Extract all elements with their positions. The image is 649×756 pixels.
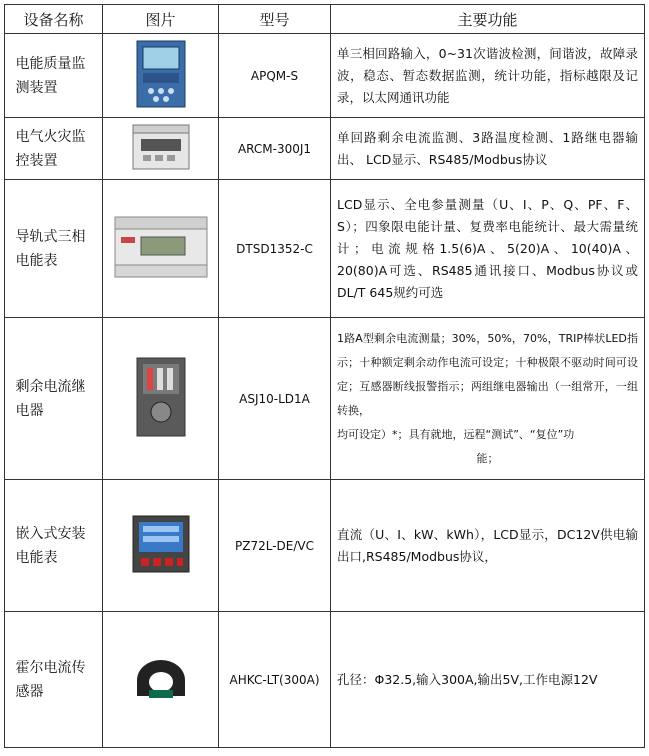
table-row xyxy=(5,612,645,748)
device-model: DTSD1352-C xyxy=(219,180,331,318)
header-name: 设备名称 xyxy=(5,5,103,34)
hall-sensor-icon xyxy=(129,656,193,700)
device-model: ASJ10-LD1A xyxy=(219,318,331,480)
device-name: 嵌入式安装电能表 xyxy=(15,525,86,566)
device-function: 1路A型剩余电流测量；30%，50%，70%，TRIP棒状LED指示；十种额定剩余动作电流可设定；十种极限不驱动时间可设定；互感器断线报警指示；两组继电器输出（一组常开，一组转换， xyxy=(337,331,638,417)
residual-current-relay-icon xyxy=(131,356,191,438)
fire-monitor-icon xyxy=(129,121,193,173)
table-row xyxy=(5,318,645,480)
panel-meter-icon xyxy=(129,512,193,576)
device-function: 单三相回路输入，0~31次谐波检测，间谐波，故障录波，稳态、暂态数据监测，统计功能，指标越限及记录，以太网通讯功能 xyxy=(331,34,645,118)
device-function: 直流（U、I、kW、kWh），LCD显示，DC12V供电输出口,RS485/Modbus协议， xyxy=(331,480,645,612)
device-name: 导轨式三相电能表 xyxy=(15,228,86,269)
header-function: 主要功能 xyxy=(331,5,645,34)
header-row xyxy=(5,5,645,34)
device-name: 霍尔电流传感器 xyxy=(15,659,86,700)
table-row xyxy=(5,480,645,612)
power-quality-monitor-icon xyxy=(131,39,191,109)
device-function: LCD显示、全电参量测量（U、I、P、Q、PF、F、S）；四象限电能计量、复费率电能统计、最大需量统计；电流规格1.5(6)A、5(20)A、10(40)A、20(80)A可选、RS485通讯接口、Modbus协议或DL/T 645规约可选 xyxy=(331,180,645,318)
device-name: 电气火灾监控装置 xyxy=(15,128,86,169)
device-name: 剩余电流继电器 xyxy=(15,378,86,419)
device-function: 孔径：Φ32.5,输入300A,输出5V,工作电源12V xyxy=(331,612,645,748)
device-function: 单回路剩余电流监测、3路温度检测、1路继电器输出、 LCD显示、RS485/Modbus协议 xyxy=(331,118,645,180)
table-row xyxy=(5,180,645,318)
device-model: ARCM-300J1 xyxy=(219,118,331,180)
table-row xyxy=(5,34,645,118)
header-image: 图片 xyxy=(103,5,219,34)
device-function-cont: 均可设定）*；具有就地，远程“测试”、“复位”功 xyxy=(337,427,575,441)
equipment-table xyxy=(4,4,645,748)
header-model: 型号 xyxy=(219,5,331,34)
device-model: PZ72L-DE/VC xyxy=(219,480,331,612)
din-rail-meter-icon xyxy=(111,207,211,287)
table-row xyxy=(5,118,645,180)
device-model: APQM-S xyxy=(219,34,331,118)
device-model: AHKC-LT(300A) xyxy=(219,612,331,748)
device-name: 电能质量监测装置 xyxy=(15,55,86,96)
device-function-end: 能； xyxy=(476,451,499,465)
